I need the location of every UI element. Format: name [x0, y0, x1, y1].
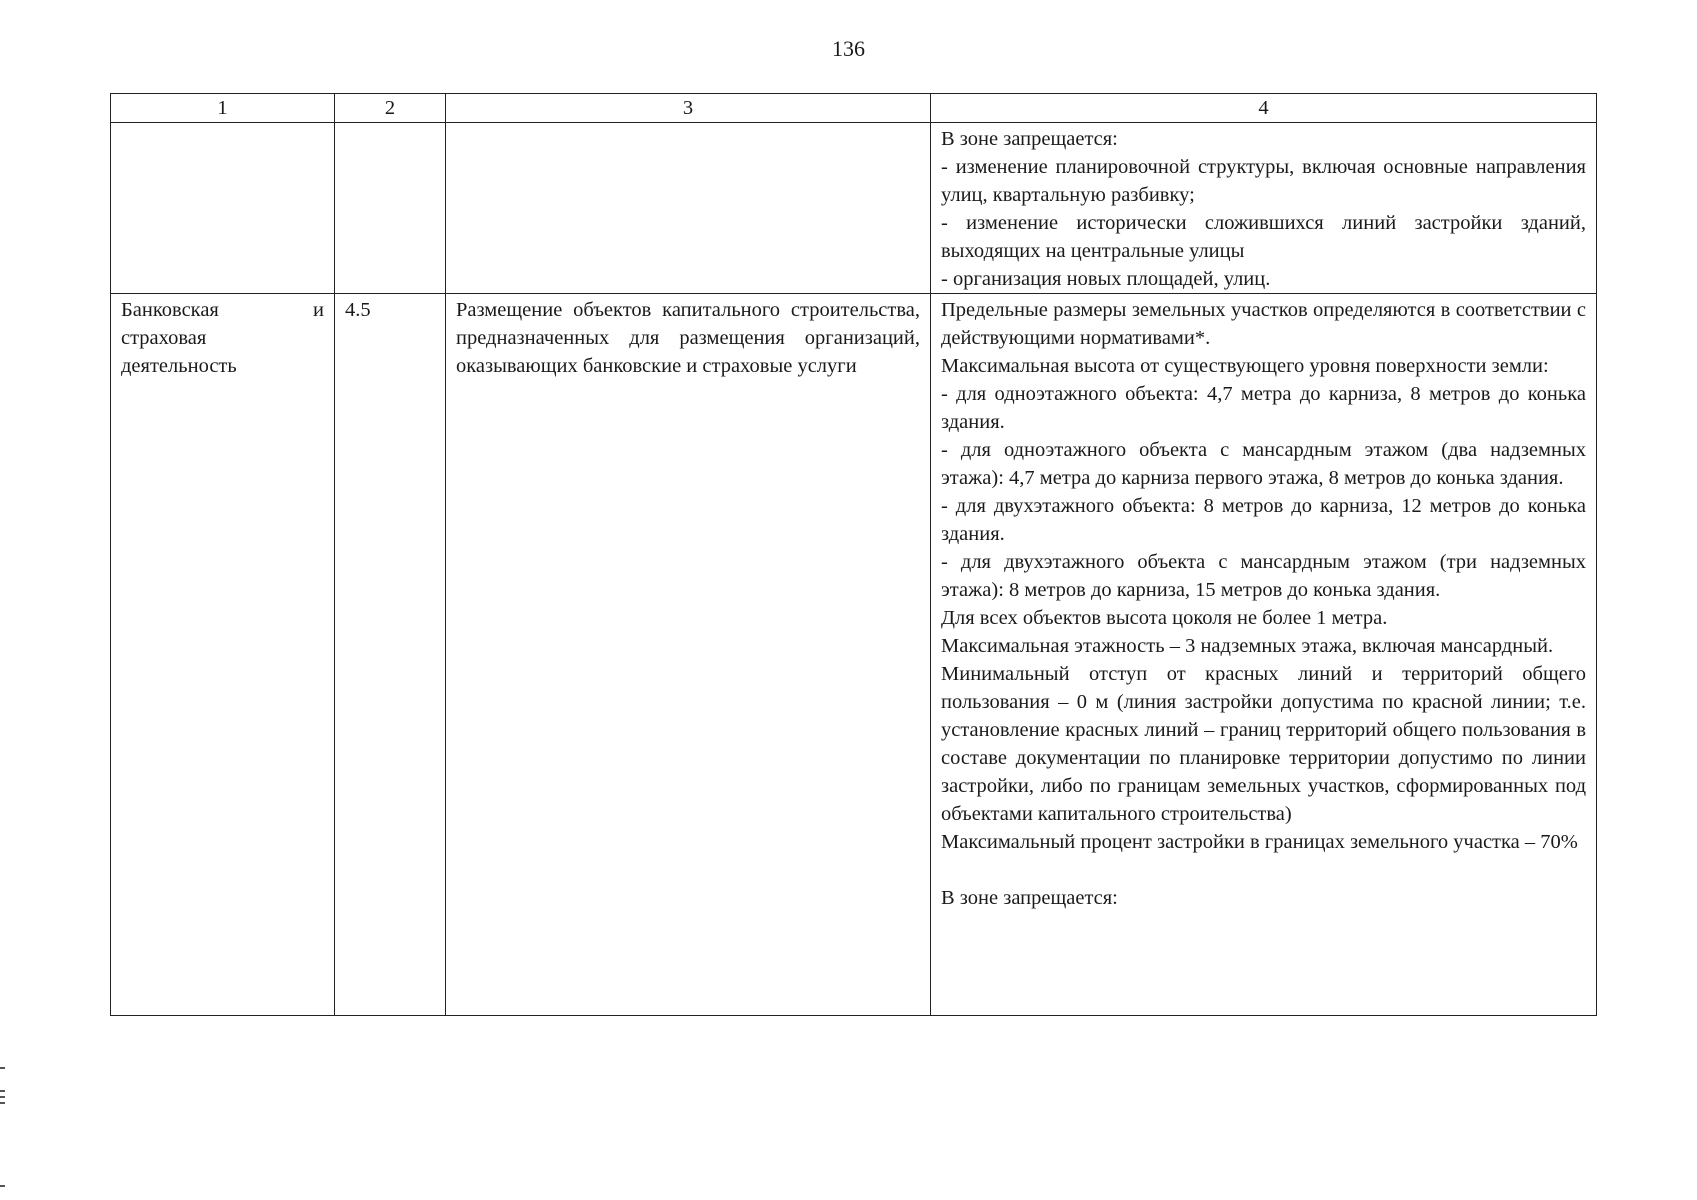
parameter-line: Максимальный процент застройки в границах земельного участка – 70% — [941, 831, 1578, 853]
cell-activity-type: Банковская и страховая деятельность — [111, 294, 335, 1016]
cell-code — [335, 123, 446, 294]
scan-edge-mark — [0, 1185, 5, 1187]
parameter-line: Предельные размеры земельных участков определяются в соответствии с действующими нормативами*. — [941, 299, 1586, 349]
blank-line — [941, 856, 1586, 884]
parameter-line: - для двухэтажного объекта с мансардным этажом (три надземных этажа): 8 метров до карниза, 15 метров до конька здания. — [941, 551, 1586, 601]
parameter-line: - для одноэтажного объекта: 4,7 метра до карниза, 8 метров до конька здания. — [941, 383, 1586, 433]
scan-edge-mark — [0, 1096, 5, 1098]
parameter-line: В зоне запрещается: — [941, 128, 1118, 150]
parameter-line: Минимальный отступ от красных линий и территорий общего пользования – 0 м (линия застройки допустима по красной линии; т.е. установление красных линий – границ территорий общего пользования в составе документации по планировке территории допустимо по линии застройки, либо по границам земельных участков, сформированных под объектами капитального строительства) — [941, 663, 1586, 825]
cell-parameters — [931, 294, 1597, 1016]
zoning-table — [110, 93, 1597, 1016]
parameter-line: - для двухэтажного объекта: 8 метров до карниза, 12 метров до конька здания. — [941, 495, 1586, 545]
cell-parameters — [931, 123, 1597, 294]
parameter-line: - изменение планировочной структуры, включая основные направления улиц, квартальную разбивку; — [941, 156, 1586, 206]
table-row — [111, 294, 1597, 1016]
parameter-line: - для одноэтажного объекта с мансардным этажом (два надземных этажа): 4,7 метра до карниза первого этажа, 8 метров до конька здания. — [941, 439, 1586, 489]
table-row — [111, 123, 1597, 294]
page-number: 136 — [832, 36, 865, 61]
header-row — [111, 94, 1597, 123]
parameter-line: Максимальная высота от существующего уровня поверхности земли: — [941, 355, 1549, 377]
scan-edge-mark — [0, 1090, 5, 1092]
scan-edge-mark — [0, 1067, 5, 1069]
column-header-1: 1 — [111, 94, 335, 123]
scan-edge-mark — [0, 1102, 5, 1104]
column-header-2: 2 — [335, 94, 446, 123]
parameter-line: - изменение исторически сложившихся линий застройки зданий, выходящих на центральные улицы — [941, 212, 1586, 262]
parameter-line: Максимальная этажность – 3 надземных этажа, включая мансардный. — [941, 635, 1554, 657]
parameter-line: В зоне запрещается: — [941, 887, 1118, 909]
cell-code: 4.5 — [335, 294, 446, 1016]
cell-description — [446, 123, 931, 294]
parameter-line: Для всех объектов высота цоколя не более 1 метра. — [941, 607, 1388, 629]
cell-description: Размещение объектов капитального строительства, предназначенных для размещения организаций, оказывающих банковские и страховые услуги — [446, 294, 931, 1016]
column-header-4: 4 — [931, 94, 1597, 123]
column-header-3: 3 — [446, 94, 931, 123]
cell-activity-type — [111, 123, 335, 294]
parameter-line: - организация новых площадей, улиц. — [941, 268, 1271, 290]
